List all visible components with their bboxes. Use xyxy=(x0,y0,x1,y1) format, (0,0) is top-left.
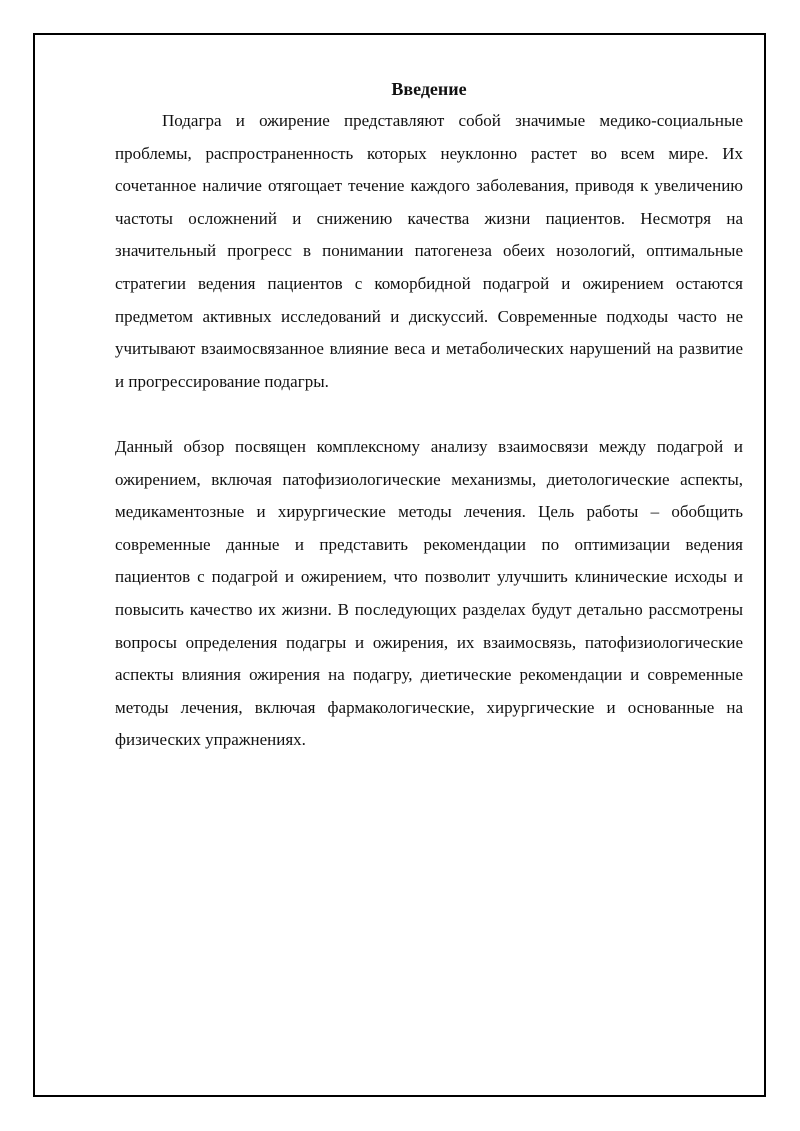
paragraph-intro: Подагра и ожирение представляют собой значимые медико-социальные проблемы, распространенность которых неуклонно растет во всем мире. Их сочетанное наличие отягощает течение каждого заболевания, приводя к увеличению частоты осложнений и снижению качества жизни пациентов. Несмотря на значительный прогресс в понимании патогенеза обеих нозологий, оптимальные стратегии ведения пациентов с коморбидной подагрой и ожирением остаются предметом активных исследований и дискуссий. Современные подходы часто не учитывают взаимосвязанное влияние веса и метаболических нарушений на развитие и прогрессирование подагры. xyxy=(115,111,743,391)
paragraph-spacer xyxy=(115,398,743,431)
document-body xyxy=(115,73,743,757)
section-heading: Введение xyxy=(391,79,467,99)
paragraph-review-scope: Данный обзор посвящен комплексному анализу взаимосвязи между подагрой и ожирением, включая патофизиологические механизмы, диетологические аспекты, медикаментозные и хирургические методы лечения. Цель работы – обобщить современные данные и представить рекомендации по оптимизации ведения пациентов с подагрой и ожирением, что позволит улучшить клинические исходы и повысить качество их жизни. В последующих разделах будут детально рассмотрены вопросы определения подагры и ожирения, их взаимосвязь, патофизиологические аспекты влияния ожирения на подагру, диетические рекомендации и современные методы лечения, включая фармакологические, хирургические и основанные на физических упражнениях. xyxy=(115,436,743,750)
